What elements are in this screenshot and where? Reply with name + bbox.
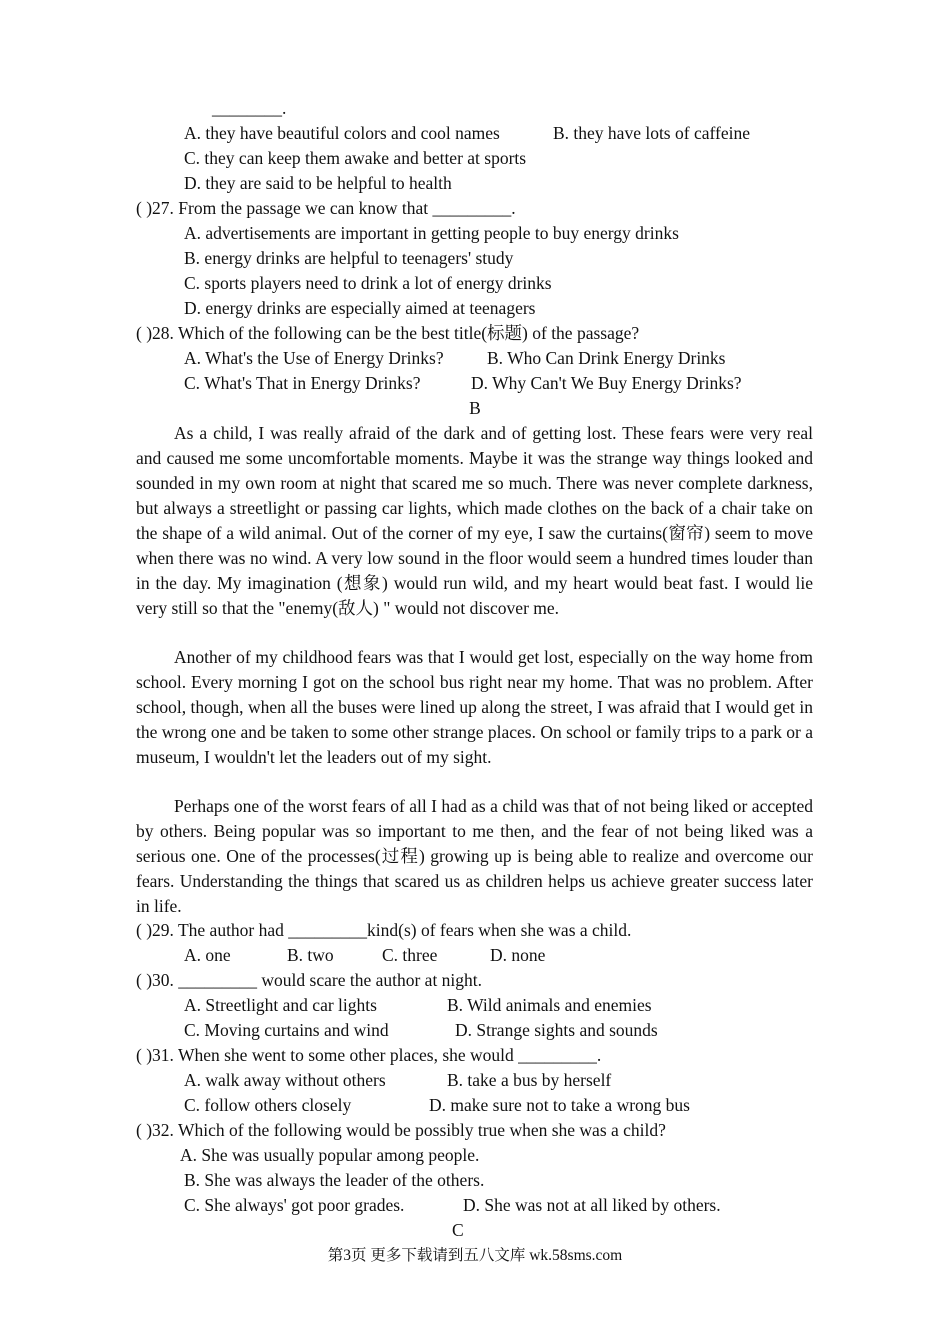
option-a-29: A. one — [184, 945, 231, 965]
question-29: ( )29. The author had _________kind(s) of fears when she was a child. — [136, 920, 632, 940]
passage-b-paragraph-2: Another of my childhood fears was that I would get lost, especially on the way home from school. Every morning I got on the school bus right near my home. That was no problem. After school, though, when all the buses were lined up along the street, I was afraid that I would get in the wrong one and be taken to some other strange places. On school or family trips to a park or a museum, I wouldn't let the leaders out of my sight. — [136, 647, 813, 767]
option-d-30: D. Strange sights and sounds — [455, 1020, 658, 1040]
option-b-30: B. Wild animals and enemies — [447, 995, 652, 1015]
option-c-32: C. She always' got poor grades. — [184, 1195, 405, 1215]
option-b-31: B. take a bus by herself — [447, 1070, 612, 1090]
passage-b-paragraph-1: As a child, I was really afraid of the dark and of getting lost. These fears were very real and caused me some uncomfortable moments. Maybe it was the strange way things looked and sounded in my own room at night that scared me so much. There was never complete darkness, but always a streetlight or passing car lights, which made clothes on the back of a chair take on the shape of a wild animal. Out of the corner of my eye, I saw the curtains(窗帘) seem to move when there was no wind. A very low sound in the floor would seem a hundred times louder than in the day. My imagination (想象) would run wild, and my heart would beat fast. I would lie very still so that the "enemy(敌人) " would not discover me. — [136, 423, 813, 618]
option-c-28: C. What's That in Energy Drinks? — [184, 373, 421, 393]
option-d-29: D. none — [490, 945, 546, 965]
question-32: ( )32. Which of the following would be possibly true when she was a child? — [136, 1120, 666, 1140]
question-28: ( )28. Which of the following can be the best title(标题) of the passage? — [136, 323, 640, 343]
option-d-28: D. Why Can't We Buy Energy Drinks? — [471, 373, 742, 393]
option-a-27: A. advertisements are important in getting people to buy energy drinks — [184, 223, 679, 243]
option-c-26: C. they can keep them awake and better at sports — [184, 148, 527, 168]
section-b-heading: B — [469, 398, 481, 418]
option-a-31: A. walk away without others — [184, 1070, 386, 1090]
option-c-29: C. three — [382, 945, 438, 965]
option-a-32: A. She was usually popular among people. — [180, 1145, 480, 1165]
option-c-27: C. sports players need to drink a lot of energy drinks — [184, 273, 552, 293]
question-27: ( )27. From the passage we can know that _________. — [136, 198, 516, 218]
option-d-32: D. She was not at all liked by others. — [463, 1195, 721, 1215]
option-d-27: D. energy drinks are especially aimed at teenagers — [184, 298, 536, 318]
option-d-26: D. they are said to be helpful to health — [184, 173, 452, 193]
question-31: ( )31. When she went to some other places, she would _________. — [136, 1045, 602, 1065]
option-b-29: B. two — [287, 945, 334, 965]
option-b-32: B. She was always the leader of the others. — [184, 1170, 485, 1190]
option-d-31: D. make sure not to take a wrong bus — [429, 1095, 690, 1115]
question-30: ( )30. _________ would scare the author at night. — [136, 970, 483, 990]
option-a-26: A. they have beautiful colors and cool names — [184, 123, 500, 143]
passage-b-paragraph-3: Perhaps one of the worst fears of all I had as a child was that of not being liked or accepted by others. Being popular was so important to me then, and the fear of not being liked was a serious one. One of the processes(过程) growing up is being able to realize and overcome our fears. Understanding the things that scared us as children helps us achieve greater success later in life. — [136, 796, 813, 916]
option-b-26: B. they have lots of caffeine — [553, 123, 750, 143]
option-c-30: C. Moving curtains and wind — [184, 1020, 389, 1040]
section-c-heading: C — [452, 1220, 464, 1240]
option-b-28: B. Who Can Drink Energy Drinks — [487, 348, 726, 368]
option-b-27: B. energy drinks are helpful to teenagers' study — [184, 248, 514, 268]
option-a-28: A. What's the Use of Energy Drinks? — [184, 348, 444, 368]
page-footer: 第3页 更多下载请到五八文库 wk.58sms.com — [327, 1247, 623, 1264]
option-c-31: C. follow others closely — [184, 1095, 352, 1115]
answer-blank: ________. — [212, 98, 287, 118]
option-a-30: A. Streetlight and car lights — [184, 995, 377, 1015]
